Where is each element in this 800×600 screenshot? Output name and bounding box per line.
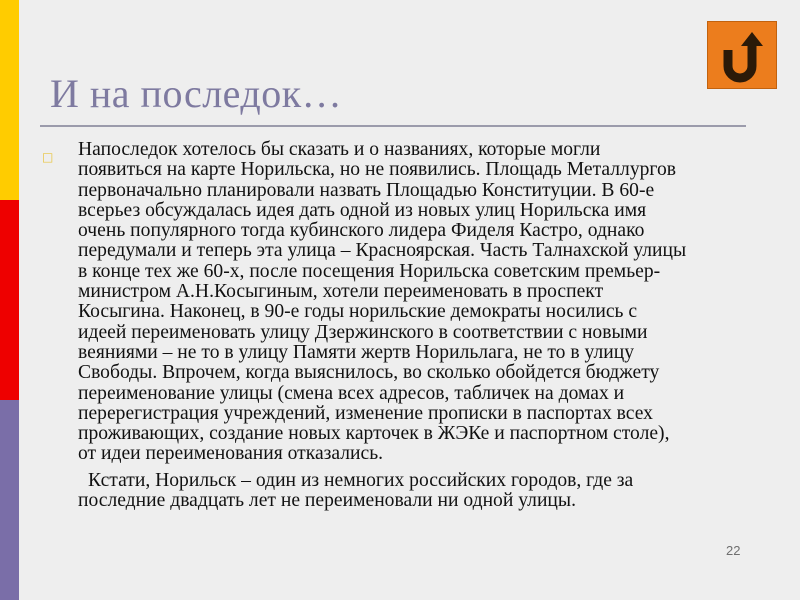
text-line: Свободы. Впрочем, когда выяснилось, во сколько обойдется бюджету xyxy=(78,362,660,384)
text-line: Косыгина. Наконец, в 90-е годы норильские демократы носились с xyxy=(78,301,638,323)
text-line: переименование улицы (смена всех адресов, табличек на домах и xyxy=(78,382,625,404)
paragraph-closing xyxy=(78,471,778,512)
bullet-marker-icon: □ xyxy=(42,150,54,164)
text-line: Кстати, Норильск – один из немногих российских городов, где за xyxy=(88,469,634,491)
text-line: в конце тех же 60-х, после посещения Норильска советским премьер- xyxy=(78,260,661,282)
text-line: очень популярного тогда кубинского лидера Фиделя Кастро, однако xyxy=(78,220,645,242)
paragraph-main xyxy=(78,140,778,465)
return-arrow-icon xyxy=(708,22,778,90)
text-line: всерьез обсуждалась идея дать одной из новых улиц Норильска имя xyxy=(78,199,647,221)
text-line: министром А.Н.Косыгиным, хотели переименовать в проспект xyxy=(78,281,604,303)
title-underline xyxy=(40,125,746,127)
text-line: перерегистрация учреждений, изменение прописки в паспортах всех xyxy=(78,402,653,424)
return-button[interactable] xyxy=(707,21,777,89)
accent-stripe-yellow xyxy=(0,0,19,200)
text-line: идеей переименовать улицу Дзержинского в соответствии с новыми xyxy=(78,321,648,343)
text-line: первоначально планировали назвать Площадью Конституции. В 60-е xyxy=(78,179,655,201)
slide-title: И на последок… xyxy=(50,71,343,116)
text-line: передумали и теперь эта улица – Красноярская. Часть Талнахской улицы xyxy=(78,240,687,262)
body-text xyxy=(78,140,778,511)
text-line: проживающих, создание новых карточек в ЖЭКе и паспортном столе), xyxy=(78,423,670,445)
text-line: веяниями – не то в улицу Памяти жертв Норильлага, не то в улицу xyxy=(78,341,635,363)
accent-stripe-purple xyxy=(0,400,19,600)
text-line: последние двадцать лет не переименовали ни одной улицы. xyxy=(78,490,576,512)
text-line: появиться на карте Норильска, но не появились. Площадь Металлургов xyxy=(78,159,677,181)
text-line: Напоследок хотелось бы сказать и о названиях, которые могли xyxy=(78,139,601,160)
page-number: 22 xyxy=(726,543,741,558)
text-line: от идеи переименования отказались. xyxy=(78,443,384,465)
accent-stripe-red xyxy=(0,200,19,400)
